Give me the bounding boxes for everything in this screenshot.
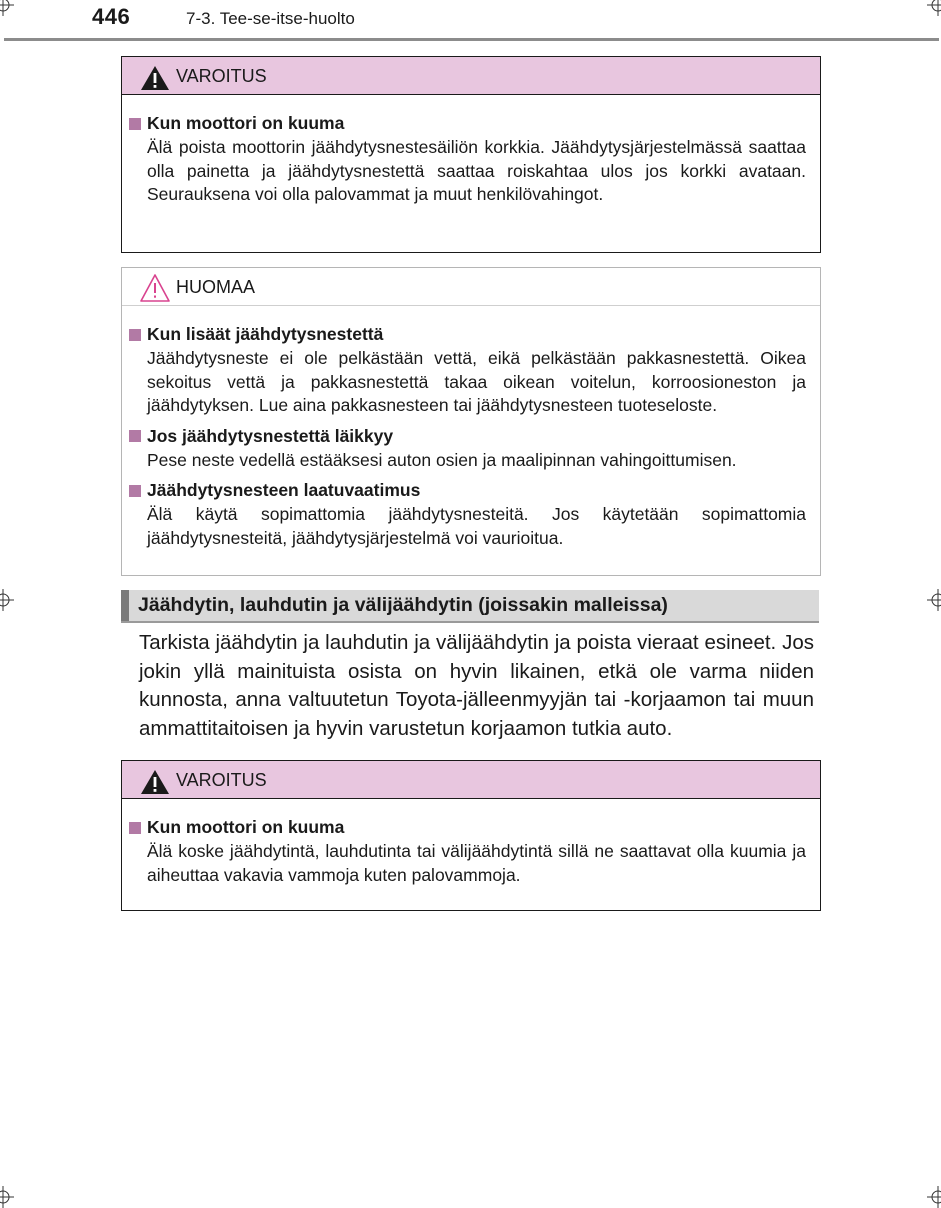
item-title: Kun lisäät jäähdytysnestettä [147,324,384,344]
square-bullet-icon [129,485,141,497]
caution-triangle-icon [139,275,171,303]
registration-mark-icon [927,1186,941,1208]
notice-item [129,322,806,418]
notice-item [129,424,806,473]
notice-label: HUOMAA [176,277,256,297]
body-paragraph: Tarkista jäähdytin ja lauhdutin ja välijäähdytin ja poista vieraat esineet. Jos jokin yllä mainituista osista on hyvin likainen, etkä ole varma niiden kunnosta, anna valtuutetun Toyota-jälleenmyyjän tai -korjaamon tai muun ammattitaitoisen ja hyvin varustetun korjaamon tutkia auto. [139,631,814,740]
item-title: Jos jäähdytysnestettä läikkyy [147,425,394,446]
warning-body [122,799,820,905]
warning-body [122,95,820,225]
item-text: Pese neste vedellä estääksesi auton osien ja maalipinnan vahingoittumisen. [147,449,737,470]
warning-box [121,56,821,253]
warning-label: VAROITUS [176,66,267,86]
item-title: Jäähdytysnesteen laatuvaatimus [147,480,421,500]
item-text: Älä käytä sopimattomia jäähdytysnesteitä. Jos käytetään sopimattomia jäähdytysnesteitä, jäähdytysjärjestelmä voi vaurioitua. [147,504,806,548]
item-title: Kun moottori on kuuma [147,817,345,837]
section-heading [121,590,819,623]
registration-mark-icon [0,1186,14,1208]
warning-header [122,761,820,799]
square-bullet-icon [129,329,141,341]
item-text: Älä koske jäähdytintä, lauhdutinta tai välijäähdytintä sillä ne saattavat olla kuumia ja aiheuttaa vakavia vammoja kuten palovammoja. [147,841,806,885]
registration-mark-icon [927,589,941,611]
section-heading-bar [121,590,129,621]
notice-header [122,268,820,306]
registration-mark-icon [927,0,941,16]
warning-label: VAROITUS [176,770,267,790]
warning-triangle-icon [139,64,171,92]
header-divider [4,38,939,41]
notice-body [122,306,820,568]
square-bullet-icon [129,822,141,834]
item-title: Kun moottori on kuuma [147,113,345,133]
registration-mark-icon [0,589,14,611]
square-bullet-icon [129,118,141,130]
warning-triangle-icon [139,768,171,796]
section-heading-text: Jäähdytin, lauhdutin ja välijäähdytin (joissakin malleissa) [138,594,668,616]
item-text: Jäähdytysneste ei ole pelkästään vettä, eikä pelkästään pakkasnestettä. Oikea sekoitus vettä ja pakkasnestettä takaa oikean voitelun, korroosioneston ja jäähdytyksen. Lue aina pakkasnesteen tai jäähdytysnesteen tuoteseloste. [147,348,806,415]
chapter-title: 7-3. Tee-se-itse-huolto [186,9,355,28]
warning-header [122,57,820,95]
registration-mark-icon [0,0,14,16]
warning-box [121,760,821,911]
warning-item [129,815,806,887]
warning-item [129,111,806,207]
item-text: Älä poista moottorin jäähdytysnestesäiliön korkkia. Jäähdytysjärjestelmässä saattaa olla painetta ja jäähdytysnestettä saattaa roiskahtaa ulos jos korkki avataan. Seurauksena voi olla palovammat ja muut henkilövahingot. [147,137,806,204]
notice-box [121,267,821,576]
notice-item [129,478,806,550]
page-number: 446 [92,4,131,29]
square-bullet-icon [129,430,141,442]
